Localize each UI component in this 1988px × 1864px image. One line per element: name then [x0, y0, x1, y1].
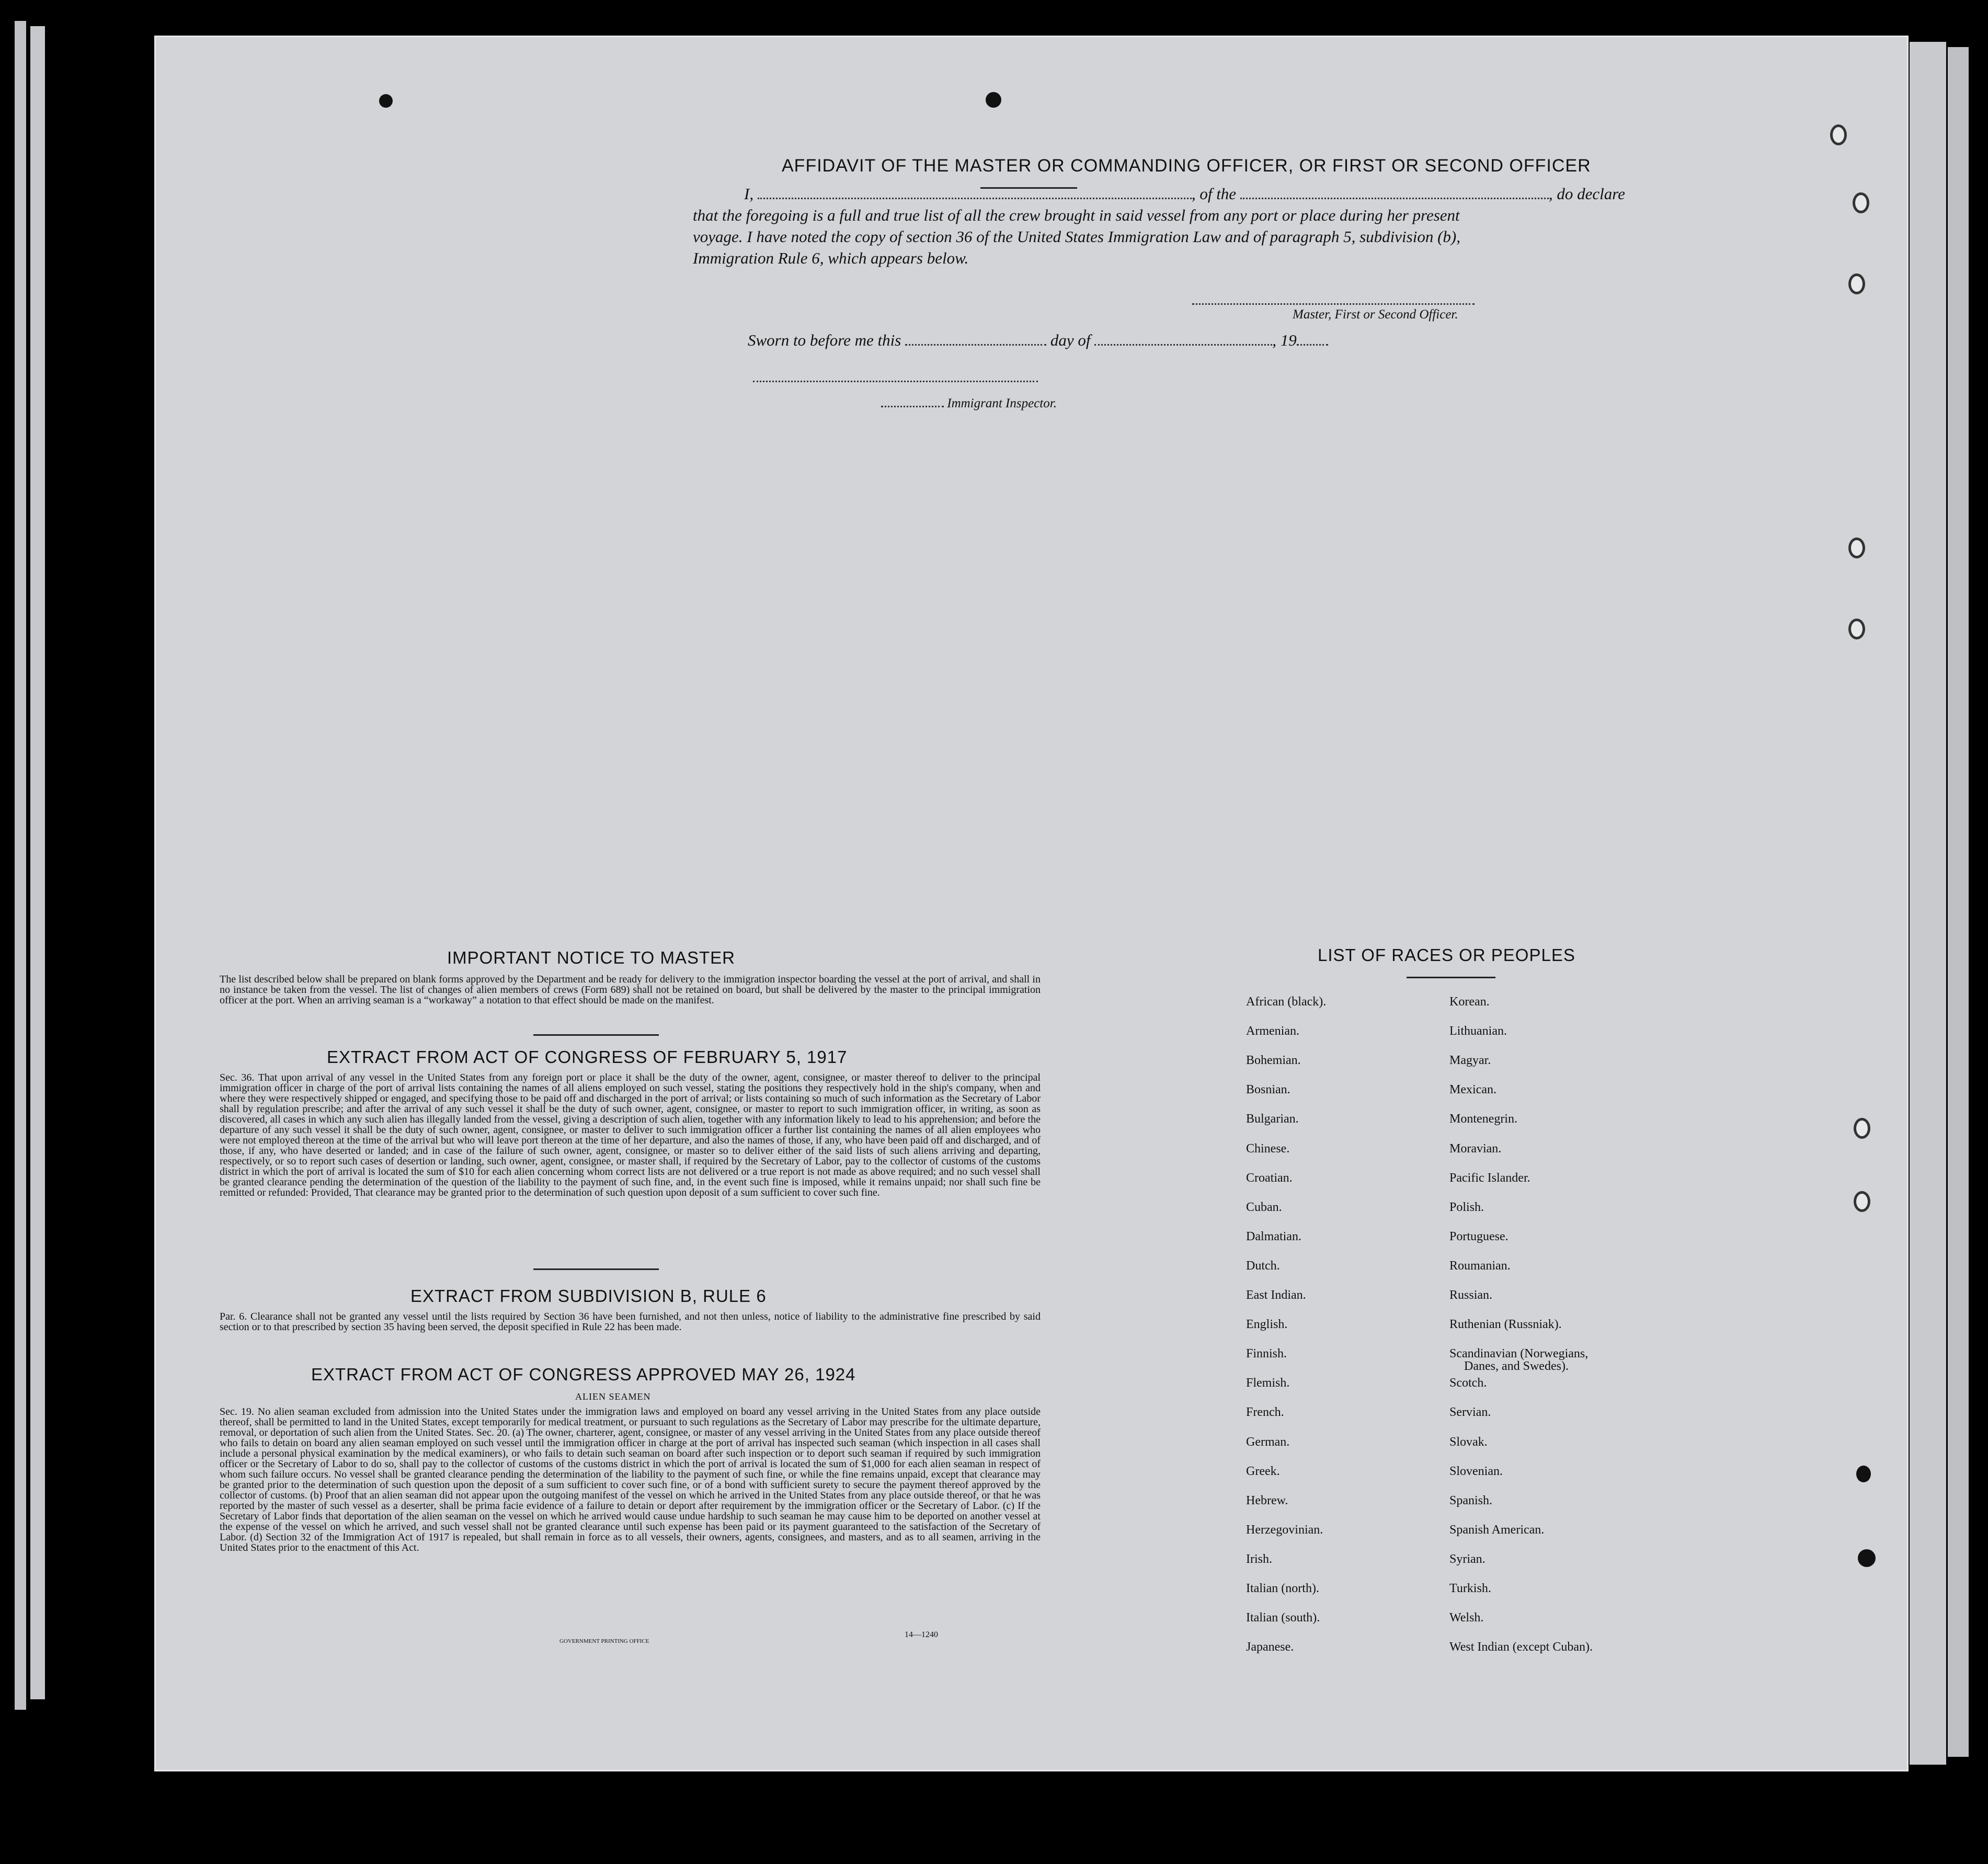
page-edge-left-inner	[30, 26, 45, 1699]
affidavit-line-4: Immigration Rule 6, which appears below.	[693, 249, 969, 267]
divider	[1407, 977, 1495, 978]
race-item: Slovenian.	[1449, 1465, 1503, 1478]
race-item: Ruthenian (Russniak).	[1449, 1318, 1562, 1331]
extract-1924-body: Sec. 19. No alien seaman excluded from admission into the United States under the immigration laws and employed on board any vessel arriving in the United States from any place outside thereof, shall be permitted to land in the United States, except temporarily for medical treatment, or pursuant to such regulations as the Secretary of Labor may prescribe for the ultimate departure, removal, or deportation of such alien from the United States. Sec. 20. (a) The owner, charterer, agent, consignee, or master of any vessel arriving in the United States from any place outside thereof who fails to detain on board any alien seaman employed on such vessel until the immigration officer in charge at the port of arrival has inspected such seaman (which inspection in all cases shall include a personal physical examination by the medical examiners), or who fails to detain such seaman on board after such inspection or to deport such seaman if required by such immigration officer or the Secretary of Labor to do so, shall pay to the collector of customs of the customs district in which the port of arrival is located the sum of $1,000 for each alien seaman in respect of whom such failure occurs. No vessel shall be granted clearance pending the determination of the liability to the payment of such fine, or while the fine remains unpaid, except that clearance may be granted prior to the determination of such question upon the deposit of a sum sufficient to cover such fine, or of a bond with sufficient surety to secure the payment thereof approved by the collector of customs. (b) Proof that an alien seaman did not appear upon the outgoing manifest of the vessel on which he arrived in the United States from any place outside thereof, or that he was reported by the master of such vessel as a deserter, shall be prima facie evidence of a failure to detain or deport after requirement by the immigration officer or the Secretary of Labor. (c) If the Secretary of Labor finds that deportation of the alien seaman on the vessel on which he arrived would cause undue hardship to such seaman he may cause him to be deported on another vessel at the expense of the vessel on which he arrived, and such vessel shall not be granted clearance until such expense has been paid or its payment guaranteed to the satisfaction of the Secretary of Labor. (d) Section 32 of the Immigration Act of 1917 is repealed, but shall remain in force as to all vessels, their owners, agents, consignees, and masters, and as to all seamen, arriving in the United States prior to the enactment of this Act.	[220, 1406, 1041, 1553]
master-name-field[interactable]	[758, 198, 1192, 199]
race-item: Dalmatian.	[1246, 1230, 1301, 1243]
affidavit-i: I,	[744, 185, 754, 203]
extract-1917-body: Sec. 36. That upon arrival of any vessel in the United States from any foreign port or place it shall be the duty of the owner, agent, consignee, or master thereof to deliver to the principal immigration officer in charge of the port of arrival lists containing the names of all aliens employed on such vessel, stating the positions they respectively hold in the ship's company, when and where they were respectively shipped or engaged, and specifying those to be paid off and discharged in the port of arrival; or lists containing so much of such information as the Secretary of Labor shall by regulation prescribe; and after the arrival of any such vessel it shall be the duty of such owner, agent, consignee, or master to report to such immigration officer, in writing, as soon as discovered, all cases in which any such alien has illegally landed from the vessel, giving a description of such alien, together with any information likely to lead to his apprehension; and before the departure of any such vessel it shall be the duty of such owner, agent, consignee, or master to deliver to such immigration officer a further list containing the names of all alien employees who were not employed thereon at the time of the arrival but who will leave port thereon at the time of her departure, and also the names of those, if any, who have been paid off and discharged, and of those, if any, who have deserted or landed; and in case of the failure of such owner, agent, consignee, or master so to deliver either of the said lists of such aliens arriving and departing, respectively, or so to report such cases of desertion or landing, such owner, agent, consignee, or master shall, if required by the Secretary of Labor, pay to the collector of customs of the customs district in which the port of arrival is located the sum of $10 for each alien concerning whom correct lists are not delivered or a true report is not made as above required; and no such vessel shall be granted clearance pending the determination of the question of the liability to the payment of such fine, and, in the event such fine is imposed, while it remains unpaid; nor shall such fine be remitted or refunded: Provided, That clearance may be granted prior to the determination of such question upon deposit of a sum sufficient to cover such fine.	[220, 1072, 1041, 1198]
race-item: Irish.	[1246, 1552, 1272, 1566]
extract-1924-title: EXTRACT FROM ACT OF CONGRESS APPROVED MAY 26, 1924	[311, 1365, 856, 1384]
race-item: Slovak.	[1449, 1435, 1488, 1449]
binding-hole	[986, 92, 1001, 108]
affidavit-of-the: , of the	[1191, 185, 1237, 203]
race-item: Portuguese.	[1449, 1230, 1509, 1243]
binding-ring	[1848, 538, 1865, 558]
affidavit-title: AFFIDAVIT OF THE MASTER OR COMMANDING OFFICER, OR FIRST OR SECOND OFFICER	[782, 156, 1591, 176]
page-edge-left	[15, 21, 26, 1710]
race-item: Herzegovinian.	[1246, 1523, 1323, 1537]
race-item: Roumanian.	[1449, 1259, 1511, 1273]
race-item: Finnish.	[1246, 1347, 1287, 1360]
race-item: Bulgarian.	[1246, 1112, 1299, 1126]
race-item: Magyar.	[1449, 1054, 1491, 1067]
race-item: Bosnian.	[1246, 1083, 1290, 1096]
race-item: East Indian.	[1246, 1288, 1306, 1302]
notice-body: The list described below shall be prepared on blank forms approved by the Department and be ready for delivery to the immigration inspector boarding the vessel at the port of arrival, and shall in no instance be taken from the vessel. The list of changes of alien members of crews (Form 689) shall not be retained on board, but shall be delivered by the master to the principal immigration officer at the port. When an arriving seaman is a “workaway” a notation to that effect should be made on the manifest.	[220, 974, 1041, 1006]
races-title: LIST OF RACES OR PEOPLES	[1318, 945, 1575, 965]
race-item: Montenegrin.	[1449, 1112, 1517, 1126]
race-item: Croatian.	[1246, 1171, 1293, 1185]
race-item: Mexican.	[1449, 1083, 1496, 1096]
affidavit-line-3: voyage. I have noted the copy of section 36 of the United States Immigration Law and of paragraph 5, subdivision (b),	[693, 227, 1460, 246]
document-page	[154, 36, 1909, 1771]
inspector-signature-line[interactable]	[753, 381, 1038, 382]
sworn-day-field[interactable]	[905, 344, 1046, 346]
page-edge-right	[1910, 42, 1946, 1765]
affidavit-line-2: that the foregoing is a full and true list of all the crew brought in said vessel from any port or place during her present	[693, 206, 1460, 224]
race-item: Greek.	[1246, 1465, 1280, 1478]
race-item: West Indian (except Cuban).	[1449, 1640, 1593, 1654]
day-of-text: day of	[1050, 331, 1091, 349]
race-item: Scotch.	[1449, 1376, 1487, 1390]
race-item: Hebrew.	[1246, 1494, 1288, 1507]
race-item: Russian.	[1449, 1288, 1493, 1302]
inspector-label: Immigrant Inspector.	[947, 396, 1057, 410]
race-item: German.	[1246, 1435, 1290, 1449]
extract-1917-title: EXTRACT FROM ACT OF CONGRESS OF FEBRUARY 5, 1917	[327, 1047, 848, 1067]
binding-hole	[1858, 1549, 1876, 1567]
race-item: Dutch.	[1246, 1259, 1280, 1273]
binding-ring	[1848, 619, 1865, 639]
binding-ring	[1848, 273, 1865, 294]
sworn-month-field[interactable]	[1094, 344, 1272, 346]
notice-title: IMPORTANT NOTICE TO MASTER	[447, 948, 736, 967]
race-item: Japanese.	[1246, 1640, 1294, 1654]
race-item: Syrian.	[1449, 1552, 1486, 1566]
race-item: Polish.	[1449, 1200, 1484, 1214]
race-item: Bohemian.	[1246, 1054, 1301, 1067]
binding-hole	[1856, 1466, 1871, 1482]
master-signature-line[interactable]	[1192, 303, 1475, 305]
race-item: Turkish.	[1449, 1582, 1491, 1595]
divider	[533, 1268, 659, 1270]
race-item: Scandinavian (Norwegians,	[1449, 1347, 1589, 1360]
race-item: French.	[1246, 1405, 1284, 1419]
extract-1924-subtitle: ALIEN SEAMEN	[575, 1391, 651, 1402]
extract-rule6-body: Par. 6. Clearance shall not be granted any vessel until the lists required by Section 36 have been furnished, and not then unless, notice of liability to the administrative fine prescribed by said section or to that prescribed by section 35 having been served, the deposit specified in Rule 22 has been made.	[220, 1311, 1041, 1333]
vessel-name-field[interactable]	[1240, 198, 1549, 199]
binding-ring	[1830, 124, 1847, 145]
binding-hole	[379, 94, 393, 108]
sworn-year-field[interactable]	[1297, 344, 1328, 346]
extract-rule6-title: EXTRACT FROM SUBDIVISION B, RULE 6	[410, 1286, 767, 1306]
race-item: Spanish American.	[1449, 1523, 1545, 1537]
affidavit-declare: , do declare	[1548, 185, 1625, 203]
race-item: Flemish.	[1246, 1376, 1290, 1390]
inspector-signature-label	[881, 396, 1057, 411]
master-signature-label: Master, First or Second Officer.	[1293, 307, 1458, 322]
race-item: African (black).	[1246, 995, 1327, 1009]
race-item: Korean.	[1449, 995, 1490, 1009]
race-item: Armenian.	[1246, 1024, 1299, 1038]
divider	[533, 1034, 659, 1036]
form-number: 14—1240	[905, 1630, 938, 1639]
binding-ring	[1854, 1191, 1870, 1212]
sworn-line	[748, 331, 1328, 350]
race-item: Lithuanian.	[1449, 1024, 1507, 1038]
affidavit-line-1	[744, 185, 1625, 203]
race-item: Servian.	[1449, 1405, 1491, 1419]
page-edge-right-outer	[1948, 47, 1969, 1757]
race-item: Italian (south).	[1246, 1611, 1320, 1625]
race-item: English.	[1246, 1318, 1288, 1331]
sworn-text: Sworn to before me this	[748, 331, 901, 349]
binding-ring	[1854, 1118, 1870, 1139]
race-item: Italian (north).	[1246, 1582, 1319, 1595]
race-item-continuation: Danes, and Swedes).	[1464, 1359, 1569, 1373]
race-item: Moravian.	[1449, 1142, 1502, 1156]
race-item: Welsh.	[1449, 1611, 1484, 1625]
race-item: Spanish.	[1449, 1494, 1493, 1507]
printer-mark: GOVERNMENT PRINTING OFFICE	[559, 1638, 649, 1644]
race-item: Chinese.	[1246, 1142, 1290, 1156]
race-item: Pacific Islander.	[1449, 1171, 1530, 1185]
year-text: , 19	[1272, 331, 1297, 349]
race-item: Cuban.	[1246, 1200, 1282, 1214]
binding-ring	[1853, 192, 1869, 213]
